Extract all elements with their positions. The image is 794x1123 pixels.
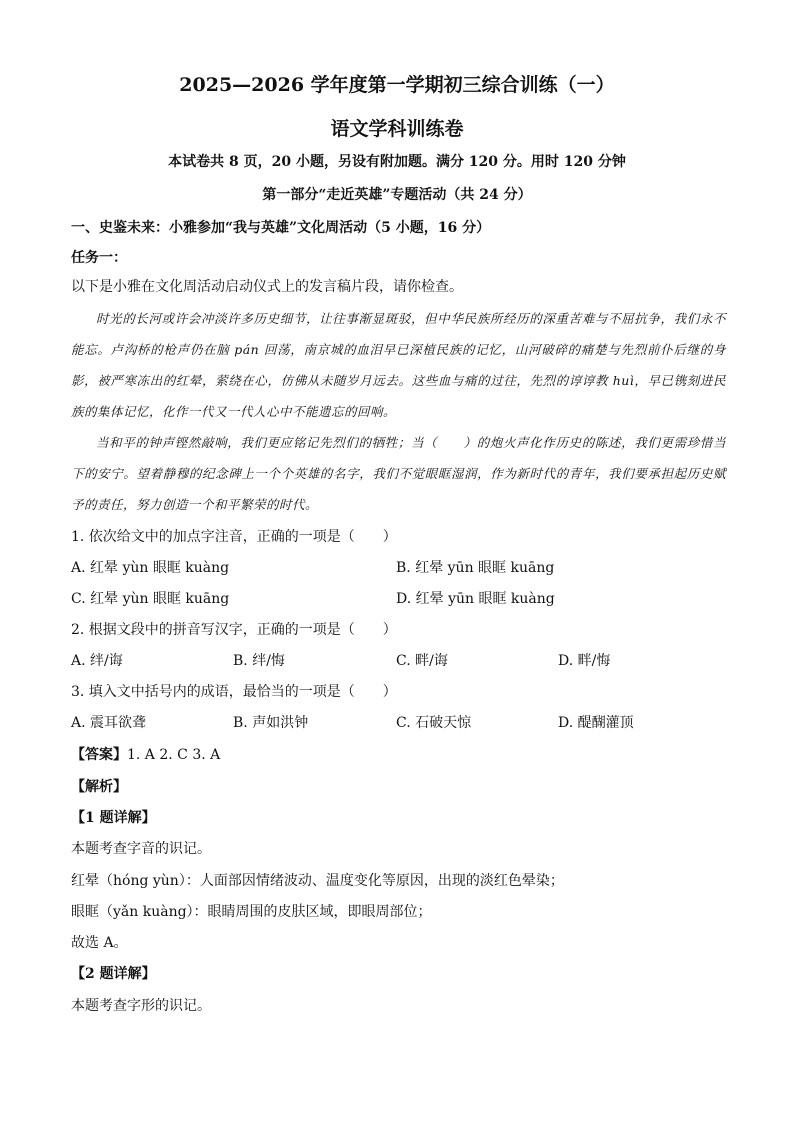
passage-paragraph-2: 当和平的钟声铿然敲响，我们更应铭记先烈们的牺牲；当（ ）的炮火声化作历史的陈述，我们更需珍惜当下的安宁。望着静穆的纪念碑上一个个英雄的名字，我们不觉眼眶湿润，作为新时代的青年，我们要承担起历史赋予的责任，努力创造一个和平繁荣的时代。 (71, 435, 726, 512)
speech-passage (71, 303, 726, 520)
exam-subtitle: 语文学科训练卷 (330, 118, 464, 140)
question-1-options-row-1 (71, 557, 731, 577)
q1-detail-line-4: 故选 A。 (71, 935, 128, 951)
answer-line (71, 744, 220, 764)
question-3-stem: 3. 填入文中括号内的成语，最恰当的一项是（ ） (71, 684, 397, 700)
question-1-stem: 1. 依次给文中的加点字注音，正确的一项是（ ） (71, 529, 397, 545)
analysis-label: 【解析】 (71, 779, 127, 795)
exam-info: 本试卷共 8 页，20 小题，另设有附加题。满分 120 分。用时 120 分钟 (168, 154, 626, 170)
question-2-options (71, 650, 731, 670)
question-3-option-b[interactable]: B. 声如洪钟 (233, 715, 309, 731)
question-1-option-a[interactable]: A. 红晕 yùn 眼眶 kuàng (71, 560, 230, 576)
question-1-option-b[interactable]: B. 红晕 yūn 眼眶 kuāng (396, 560, 555, 576)
exam-title: 2025—2026 学年度第一学期初三综合训练（一） (179, 74, 615, 96)
question-2-option-a[interactable]: A. 绊/诲 (71, 653, 123, 669)
question-3-option-a[interactable]: A. 震耳欲聋 (71, 715, 147, 731)
q1-detail-label: 【1 题详解】 (71, 810, 156, 826)
question-2-option-b[interactable]: B. 绊/悔 (233, 653, 285, 669)
question-3-options (71, 712, 731, 732)
question-3-option-d[interactable]: D. 醍醐灌顶 (558, 715, 634, 731)
passage-paragraph-1: 时光的长河或许会冲淡许多历史细节，让往事渐显斑驳，但中华民族所经历的深重苦难与不屈抗争，我们永不能忘。卢沟桥的枪声仍在脑 pán 回荡，南京城的血泪早已深植民族的记忆，山河破碎的痛楚与先烈前仆后继的身影，被严寒冻出的红晕，萦绕在心，仿佛从未随岁月远去。这些血与痛的过往，先烈的谆谆教 huì，早已镌刻进民族的集体记忆，化作一代又一代人心中不能遗忘的回响。 (71, 311, 726, 419)
question-1-options-row-2 (71, 588, 731, 608)
question-1-option-c[interactable]: C. 红晕 yùn 眼眶 kuāng (71, 591, 230, 607)
q1-detail-line-2: 红晕（hóng yùn）：人面部因情绪波动、温度变化等原因，出现的淡红色晕染； (71, 873, 564, 889)
task-intro: 以下是小雅在文化周活动启动仪式上的发言稿片段，请你检查。 (71, 279, 463, 295)
q2-detail-label: 【2 题详解】 (71, 966, 156, 982)
q1-detail-line-1: 本题考查字音的识记。 (71, 841, 211, 857)
question-2-option-c[interactable]: C. 畔/诲 (396, 653, 448, 669)
q2-detail-line-1: 本题考查字形的识记。 (71, 998, 211, 1014)
section-heading: 一、史鉴未来：小雅参加“我与英雄”文化周活动（5 小题，16 分） (71, 220, 491, 236)
answer-text: 1. A 2. C 3. A (127, 747, 221, 763)
answer-label: 【答案】 (71, 747, 127, 763)
question-1-option-d[interactable]: D. 红晕 yūn 眼眶 kuàng (396, 591, 555, 607)
question-3-option-c[interactable]: C. 石破天惊 (396, 715, 472, 731)
question-2-option-d[interactable]: D. 畔/悔 (558, 653, 611, 669)
part-heading: 第一部分“走近英雄”专题活动（共 24 分） (262, 187, 532, 203)
task-label: 任务一： (71, 250, 127, 266)
question-2-stem: 2. 根据文段中的拼音写汉字，正确的一项是（ ） (71, 622, 397, 638)
q1-detail-line-3: 眼眶（yǎn kuàng）：眼睛周围的皮肤区域，即眼周部位； (71, 904, 432, 920)
